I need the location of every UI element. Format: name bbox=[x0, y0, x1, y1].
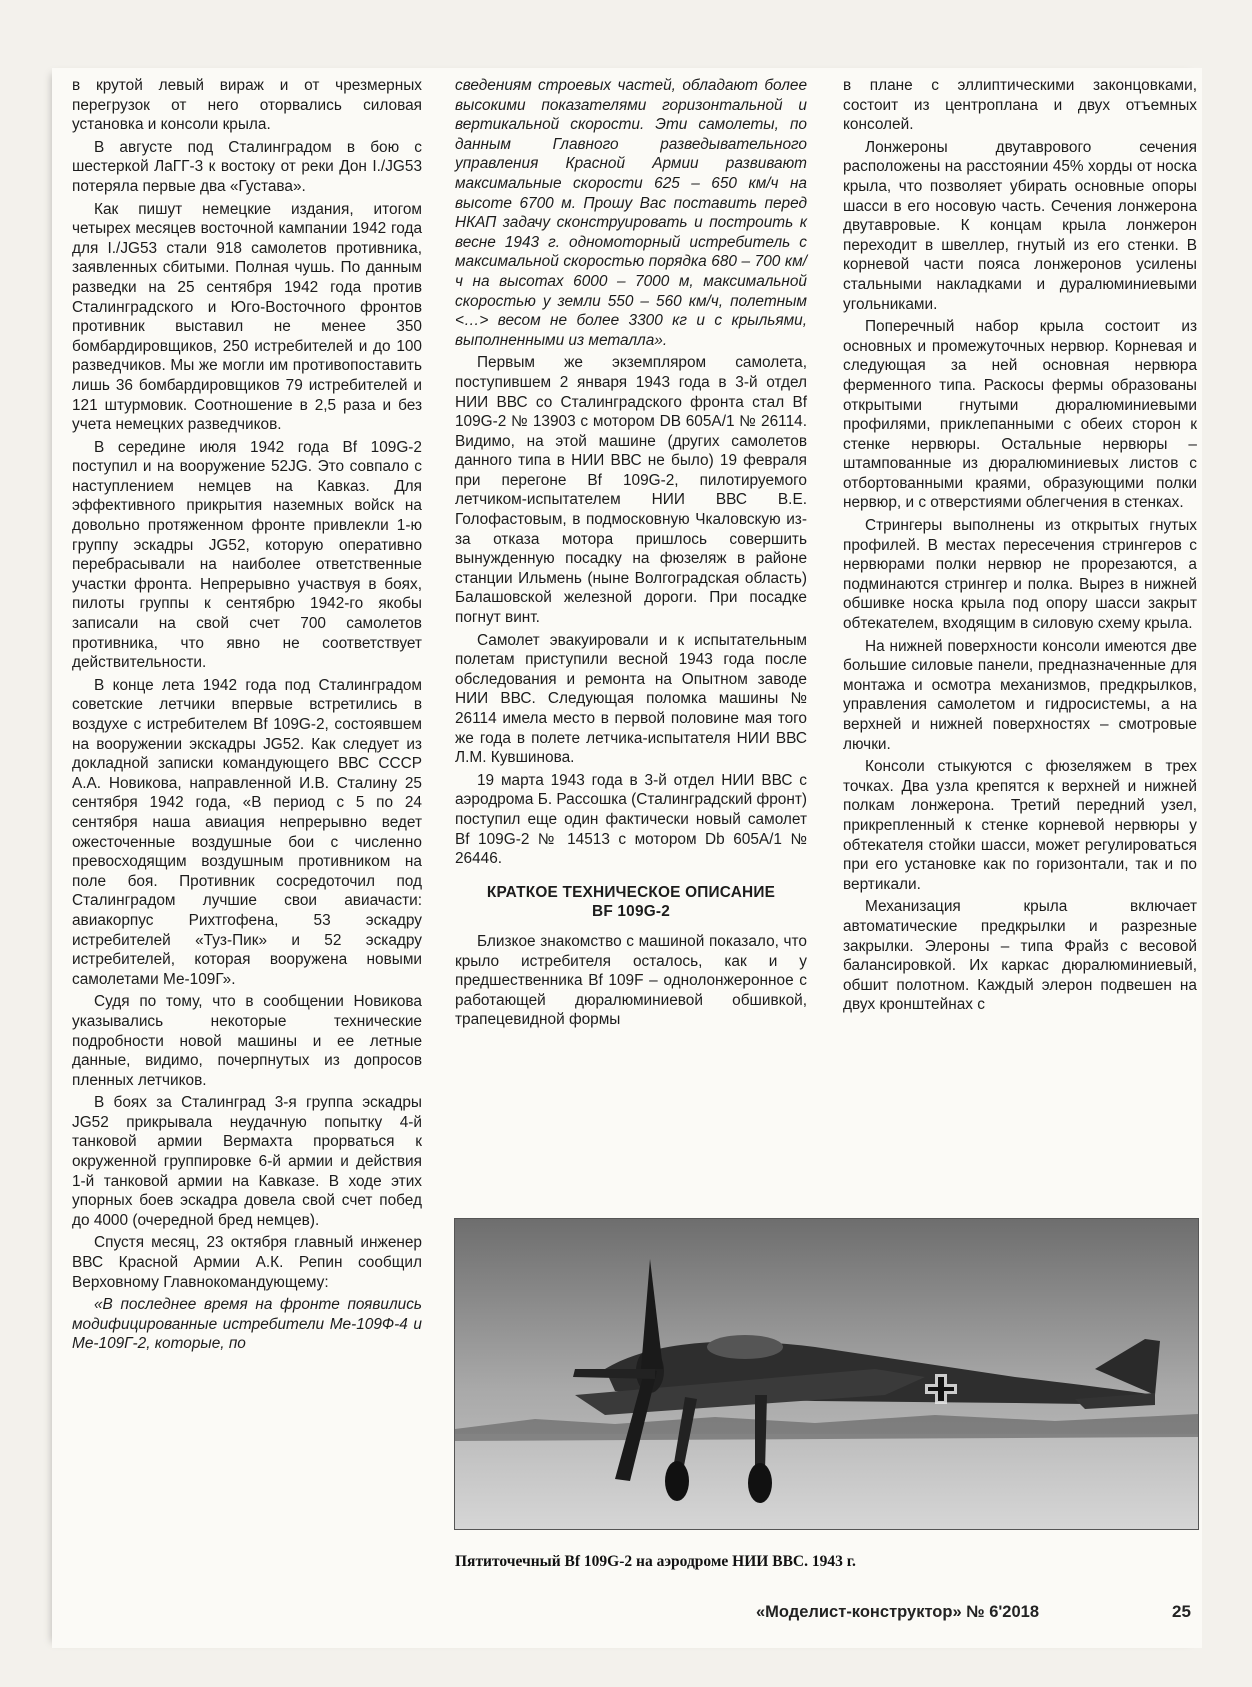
paragraph: в плане с эллиптическими законцовками, состоит из центроплана и двух отъемных консолей. bbox=[843, 77, 1197, 134]
paragraph: Консоли стыкуются с фюзеляжем в трех точках. Два узла крепятся к верхней и нижней полкам лонжерона. Третий передний узел, прикрепленный к стенке корневой нервюры у обтекателя стойки шасси, может регулироваться при его установке как по горизонтали, так и по вертикали. bbox=[843, 758, 1197, 893]
paragraph: Первым же экземпляром самолета, поступившем 2 января 1943 года в 3-й отдел НИИ ВВС со Сталинградского фронта стал Bf 109G-2 № 13903 с мотором DB 605A/1 № 26114. Видимо, на этой машине (других самолетов данного типа в НИИ ВВС не было) 19 февраля при перегоне Bf 109G-2, пилотируемого летчиком-испытателем НИИ ВВС В.Е. Голофастовым, в подмосковную Чкаловскую из-за отказа мотора пришлось совершить вынужденную посадку на фюзеляж в районе станции Ильмень (ныне Волгоградская область) Балашовской железной дороги. При посадке погнут винт. bbox=[455, 354, 807, 627]
page-number: 25 bbox=[1172, 1602, 1191, 1621]
paragraph: Стрингеры выполнены из открытых гнутых профилей. В местах пересечения стрингеров с нервюрами полки нервюр не прорезаются, а подминаются стрингер и полка. Вырез в нижней обшивке носка крыла под опору шасси закрыт обтекателем, входящим в силовую схему крыла. bbox=[843, 517, 1197, 633]
section-heading-line-2: BF 109G-2 bbox=[592, 903, 670, 921]
paragraph: Как пишут немецкие издания, итогом четырех месяцев восточной кампании 1942 года для I./JG53 стали 918 самолетов противника, заявленных сбитыми. Полная чушь. По данным разведки на 25 сентября 1942 года против Сталинградского и Юго-Восточного фронтов противник выставил не менее 350 бомбардировщиков, 250 истребителей и до 100 разведчиков. Мы же могли им противопоставить лишь 36 бомбардировщиков 79 истребителей и 121 штурмовик. Соотношение в 2,5 раза и без учета немецких разведчиков. bbox=[72, 200, 422, 434]
paragraph: Самолет эвакуировали и к испытательным полетам приступили весной 1943 года после обследования и ремонта на Опытном заводе НИИ ВВС. Следующая поломка машины № 26114 имела место в первой половине мая того же года в полете летчика-испытателя НИИ ВВС Л.М. Кувшинова. bbox=[455, 631, 807, 767]
paragraph: Поперечный набор крыла состоит из основных и промежуточных нервюр. Корневая и следующая за ней основная нервюра ферменного типа. Раскосы фермы образованы открытыми гнутыми дюралюминиевыми профилями, приклепанными с обеих сторон к стенке нервюры. Остальные нервюры – штампованные из дюралюминиевых листов с отбортованными краями, образующими полки нервюр, и с отверстиями облегчения в стенках. bbox=[843, 318, 1197, 512]
text-column-1 bbox=[72, 76, 422, 1357]
paragraph: Судя по тому, что в сообщении Новикова указывались некоторые технические подробности новой машины и ее летные данные, видимо, почерпнутых из допросов пленных летчиков. bbox=[72, 993, 422, 1089]
section-heading-line-1: КРАТКОЕ ТЕХНИЧЕСКОЕ ОПИСАНИЕ bbox=[486, 883, 776, 901]
paragraph: Близкое знакомство с машиной показало, что крыло истребителя осталось, как и у предшественника Bf 109F – однолонжеронное с работающей дюралюминиевой обшивкой, трапецевидной формы bbox=[455, 932, 807, 1029]
paragraph: В августе под Сталинградом в бою с шестеркой ЛаГГ-3 к востоку от реки Дон I./JG53 потеряла первые два «Густава». bbox=[72, 138, 422, 195]
ground bbox=[455, 1434, 1198, 1529]
paragraph: Лонжероны двутаврового сечения расположены на расстоянии 45% хорды от носка крыла, что позволяет убирать основные опоры шасси в его носовую часть. Сечения лонжерона двутавровые. К концам крыла лонжерон переходит в швеллер, гнутый из его стенки. В корневой части пояса лонжеронов усилены стальными накладками и дуралюминиевыми угольниками. bbox=[843, 138, 1197, 313]
paragraph: На нижней поверхности консоли имеются две большие силовые панели, предназначенные для монтажа и осмотра механизмов, предкрылков, управления самолетом и гидросистемы, а на верхней и нижней поверхностях – смотровые лючки. bbox=[843, 637, 1197, 753]
section-heading bbox=[455, 883, 807, 922]
paragraph: В конце лета 1942 года под Сталинградом советские летчики впервые встретились в воздухе с истребителем Bf 109G-2, состоявшем на вооружении экскадры JG52. Как следует из докладной записки командующего ВВС СССР А.А. Новикова, направленной И.В. Сталину 25 сентября 1942 года, «В период с 5 по 24 сентября наша авиация непрерывно ведет ожесточенные воздушные бои с численно превосходящим воздушным противником на поле боя. Противник сосредоточил под Сталинградом лучшие свои авиачасти: авиакорпус Рихтгофена, 53 эскадру истребителей «Туз-Пик» и 52 эскадру истребителей, которая вооружена новыми самолетами Ме-109Г». bbox=[72, 676, 422, 988]
photo-caption: Пятиточечный Bf 109G-2 на аэродроме НИИ ВВС. 1943 г. bbox=[455, 1553, 856, 1570]
aircraft-photo bbox=[454, 1218, 1199, 1530]
paragraph: 19 марта 1943 года в 3-й отдел НИИ ВВС с аэродрома Б. Рассошка (Сталинградский фронт) поступил еще один фактически новый самолет Bf 109G-2 № 14513 с мотором Db 605A/1 № 26446. bbox=[455, 771, 807, 868]
paragraph: Спустя месяц, 23 октября главный инженер ВВС Красной Армии А.К. Репин сообщил Верховному Главнокомандующему: bbox=[72, 1234, 422, 1291]
paragraph: в крутой левый вираж и от чрезмерных перегрузок от него оторвались силовая установка и консоли крыла. bbox=[72, 77, 422, 134]
text-column-3 bbox=[843, 76, 1197, 1018]
paragraph: В боях за Сталинград 3-я группа эскадры JG52 прикрывала неудачную попытку 4-й танковой армии Вермахта прорваться к окруженной группировке 6-й армии и действия 1-й танковой армии на Кавказе. В ходе этих упорных боев эскадра довела свой счет побед до 4000 (очередной бред немцев). bbox=[72, 1094, 422, 1229]
aircraft-photo-image bbox=[455, 1219, 1198, 1529]
quote-paragraph: «В последнее время на фронте появились модифицированные истребители Ме-109Ф-4 и Ме-109Г-2, которые, по bbox=[72, 1296, 422, 1353]
paragraph: В середине июля 1942 года Bf 109G-2 поступил и на вооружение 52JG. Это совпало с наступлением немцев на Кавказ. Для эффективного прикрытия наземных войск на довольно протяженном фронте привлекли 1-ю группу эскадры JG52, которую оперативно перебрасывали на наиболее ответственные участки фронта. Непрерывно участвуя в боях, пилоты группы к сентябрю 1942-го якобы записали на свой счет 700 самолетов противника, что явно не соответствует действительности. bbox=[72, 438, 422, 672]
text-column-2 bbox=[455, 76, 807, 1033]
magazine-footer: «Моделист-конструктор» № 6'2018 bbox=[756, 1603, 1040, 1621]
quote-paragraph: сведениям строевых частей, обладают более высокими показателями горизонтальной и вертикальной скорости. Эти самолеты, по данным Главного разведывательного управления Красной Армии развивают максимальные скорости 625 – 650 км/ч на высоте 6700 м. Прошу Вас поставить перед НКАП задачу сконструировать и построить к весне 1943 г. одномоторный истребитель с максимальной скоростью порядка 680 – 700 км/ч на высотах 6000 – 7000 м, максимальной скоростью у земли 550 – 560 км/ч, полетным <…> весом не более 3300 кг и с крыльями, выполненными из металла». bbox=[455, 77, 807, 349]
paragraph: Механизация крыла включает автоматические предкрылки и разрезные закрылки. Элероны – типа Фрайз с весовой балансировкой. Их каркас дюралюминиевый, обшит полотном. Каждый элерон подвешен на двух кронштейнах с bbox=[843, 898, 1197, 1014]
